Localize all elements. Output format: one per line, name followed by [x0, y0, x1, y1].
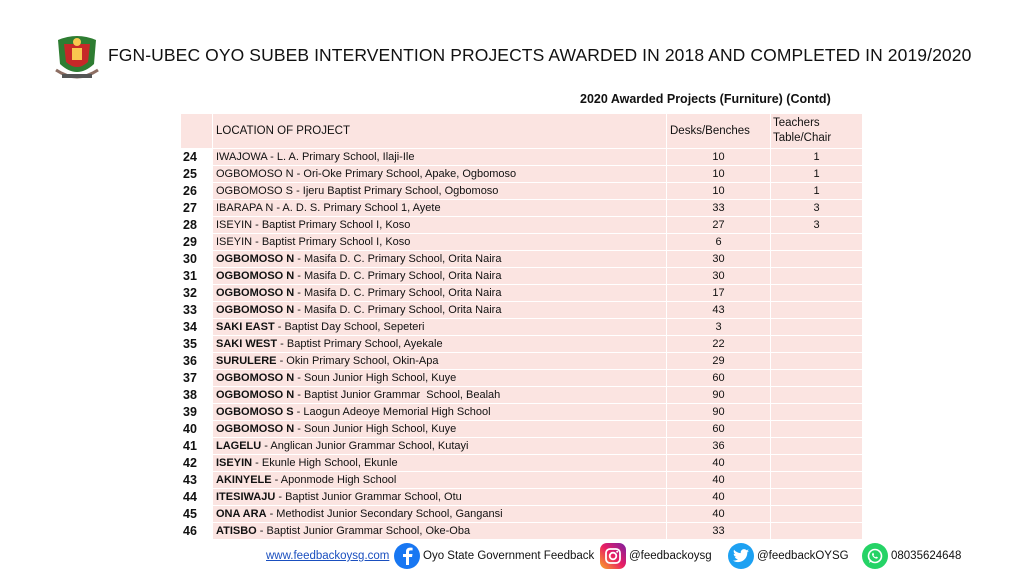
- project-location: [213, 438, 667, 455]
- twitter-item: [728, 542, 849, 570]
- row-number: 37: [181, 370, 213, 387]
- desks-benches-value: 90: [667, 404, 771, 421]
- school-name: ISEYIN - Baptist Primary School I, Koso: [216, 219, 411, 231]
- teachers-table-chair-value: [771, 336, 863, 353]
- row-number: 35: [181, 336, 213, 353]
- table-row: [181, 200, 863, 217]
- lga-name: OGBOMOSO N: [216, 423, 295, 435]
- desks-benches-value: 22: [667, 336, 771, 353]
- desks-benches-value: 3: [667, 319, 771, 336]
- facebook-icon[interactable]: [394, 543, 420, 569]
- row-number: 43: [181, 472, 213, 489]
- twitter-icon[interactable]: [728, 543, 754, 569]
- table-row: [181, 523, 863, 540]
- table-row: [181, 421, 863, 438]
- header-desks: Desks/Benches: [667, 114, 771, 149]
- table-row: [181, 166, 863, 183]
- row-number: 39: [181, 404, 213, 421]
- row-number: 33: [181, 302, 213, 319]
- desks-benches-value: 33: [667, 523, 771, 540]
- lga-name: OGBOMOSO N: [216, 287, 295, 299]
- teachers-table-chair-value: 3: [771, 217, 863, 234]
- lga-name: OGBOMOSO N: [216, 389, 295, 401]
- project-location: [213, 472, 667, 489]
- row-number: 28: [181, 217, 213, 234]
- oyo-state-crest-icon: [54, 34, 100, 82]
- lga-name: OGBOMOSO N: [216, 253, 295, 265]
- teachers-table-chair-value: [771, 404, 863, 421]
- teachers-table-chair-value: 1: [771, 149, 863, 166]
- desks-benches-value: 10: [667, 149, 771, 166]
- table-row: [181, 285, 863, 302]
- project-location: [213, 268, 667, 285]
- project-location: [213, 217, 667, 234]
- project-location: [213, 421, 667, 438]
- teachers-table-chair-value: [771, 285, 863, 302]
- teachers-table-chair-value: 1: [771, 183, 863, 200]
- lga-name: OGBOMOSO N: [216, 304, 295, 316]
- school-name: IWAJOWA - L. A. Primary School, Ilaji-Ile: [216, 151, 415, 163]
- table-row: [181, 353, 863, 370]
- project-location: [213, 370, 667, 387]
- school-name: - Okin Primary School, Okin-Apa: [276, 355, 439, 367]
- table-row: [181, 370, 863, 387]
- lga-name: OGBOMOSO N: [216, 372, 295, 384]
- teachers-table-chair-value: 1: [771, 166, 863, 183]
- instagram-item: [600, 542, 712, 570]
- project-location: [213, 149, 667, 166]
- table-subtitle: 2020 Awarded Projects (Furniture) (Contd): [580, 92, 831, 106]
- school-name: OGBOMOSO S - Ijeru Baptist Primary School, Ogbomoso: [216, 185, 499, 197]
- row-number: 26: [181, 183, 213, 200]
- lga-name: AKINYELE: [216, 474, 272, 486]
- project-location: [213, 183, 667, 200]
- project-location: [213, 489, 667, 506]
- teachers-table-chair-value: [771, 302, 863, 319]
- table-row: [181, 149, 863, 166]
- lga-name: ISEYIN: [216, 457, 253, 469]
- page-title: FGN-UBEC OYO SUBEB INTERVENTION PROJECTS AWARDED IN 2018 AND COMPLETED IN 2019/2020: [108, 45, 972, 65]
- desks-benches-value: 40: [667, 506, 771, 523]
- row-number: 44: [181, 489, 213, 506]
- teachers-table-chair-value: [771, 234, 863, 251]
- project-location: [213, 455, 667, 472]
- lga-name: OGBOMOSO N: [216, 270, 295, 282]
- desks-benches-value: 40: [667, 489, 771, 506]
- lga-name: LAGELU: [216, 440, 262, 452]
- desks-benches-value: 43: [667, 302, 771, 319]
- teachers-table-chair-value: [771, 251, 863, 268]
- lga-name: OGBOMOSO S: [216, 406, 294, 418]
- row-number: 41: [181, 438, 213, 455]
- school-name: - Ekunle High School, Ekunle: [252, 457, 398, 469]
- desks-benches-value: 60: [667, 370, 771, 387]
- desks-benches-value: 17: [667, 285, 771, 302]
- school-name: - Masifa D. C. Primary School, Orita Naira: [294, 304, 502, 316]
- teachers-table-chair-value: [771, 489, 863, 506]
- website-link[interactable]: www.feedbackoysg.com: [266, 550, 390, 562]
- project-location: [213, 166, 667, 183]
- teachers-table-chair-value: [771, 438, 863, 455]
- lga-name: SAKI EAST: [216, 321, 275, 333]
- lga-name: SURULERE: [216, 355, 277, 367]
- desks-benches-value: 40: [667, 472, 771, 489]
- project-location: [213, 353, 667, 370]
- desks-benches-value: 90: [667, 387, 771, 404]
- row-number: 29: [181, 234, 213, 251]
- row-number: 40: [181, 421, 213, 438]
- row-number: 31: [181, 268, 213, 285]
- school-name: - Baptist Junior Grammar School, Otu: [275, 491, 462, 503]
- row-number: 45: [181, 506, 213, 523]
- desks-benches-value: 33: [667, 200, 771, 217]
- row-number: 27: [181, 200, 213, 217]
- header-teachers: Teachers Table/Chair: [771, 114, 863, 149]
- school-name: - Soun Junior High School, Kuye: [294, 423, 457, 435]
- footer: [266, 542, 986, 570]
- whatsapp-label: 08035624648: [891, 550, 962, 562]
- row-number: 30: [181, 251, 213, 268]
- school-name: - Baptist Junior Grammar School, Bealah: [294, 389, 501, 401]
- row-number: 25: [181, 166, 213, 183]
- school-name: - Masifa D. C. Primary School, Orita Naira: [294, 270, 502, 282]
- twitter-label: @feedbackOYSG: [757, 550, 849, 562]
- table-row: [181, 319, 863, 336]
- teachers-table-chair-value: [771, 455, 863, 472]
- school-name: - Baptist Junior Grammar School, Oke-Oba: [256, 525, 471, 537]
- teachers-table-chair-value: [771, 421, 863, 438]
- school-name: ISEYIN - Baptist Primary School I, Koso: [216, 236, 411, 248]
- row-number: 32: [181, 285, 213, 302]
- projects-table: [180, 113, 863, 540]
- desks-benches-value: 30: [667, 268, 771, 285]
- school-name: - Aponmode High School: [271, 474, 397, 486]
- school-name: - Baptist Primary School, Ayekale: [277, 338, 443, 350]
- teachers-table-chair-value: [771, 472, 863, 489]
- project-location: [213, 319, 667, 336]
- project-location: [213, 251, 667, 268]
- table-row: [181, 183, 863, 200]
- table-header-row: [181, 114, 863, 149]
- row-number: 46: [181, 523, 213, 540]
- table-row: [181, 251, 863, 268]
- school-name: - Methodist Junior Secondary School, Gangansi: [266, 508, 503, 520]
- row-number: 24: [181, 149, 213, 166]
- lga-name: SAKI WEST: [216, 338, 278, 350]
- table-row: [181, 387, 863, 404]
- school-name: IBARAPA N - A. D. S. Primary School 1, Ayete: [216, 202, 441, 214]
- school-name: OGBOMOSO N - Ori-Oke Primary School, Apake, Ogbomoso: [216, 168, 517, 180]
- table-row: [181, 489, 863, 506]
- school-name: - Masifa D. C. Primary School, Orita Naira: [294, 287, 502, 299]
- table-row: [181, 302, 863, 319]
- table-row: [181, 455, 863, 472]
- lga-name: ATISBO: [216, 525, 257, 537]
- teachers-table-chair-value: [771, 370, 863, 387]
- instagram-label: @feedbackoysg: [629, 550, 712, 562]
- whatsapp-icon[interactable]: [862, 543, 888, 569]
- row-number: 36: [181, 353, 213, 370]
- desks-benches-value: 27: [667, 217, 771, 234]
- school-name: - Baptist Day School, Sepeteri: [274, 321, 425, 333]
- facebook-label: Oyo State Government Feedback: [423, 550, 595, 562]
- desks-benches-value: 10: [667, 183, 771, 200]
- desks-benches-value: 10: [667, 166, 771, 183]
- project-location: [213, 523, 667, 540]
- row-number: 42: [181, 455, 213, 472]
- project-location: [213, 302, 667, 319]
- instagram-icon[interactable]: [600, 543, 626, 569]
- desks-benches-value: 6: [667, 234, 771, 251]
- teachers-table-chair-value: [771, 387, 863, 404]
- teachers-table-chair-value: [771, 268, 863, 285]
- school-name: - Anglican Junior Grammar School, Kutayi: [261, 440, 469, 452]
- project-location: [213, 387, 667, 404]
- desks-benches-value: 29: [667, 353, 771, 370]
- table-row: [181, 268, 863, 285]
- lga-name: ITESIWAJU: [216, 491, 276, 503]
- row-number: 38: [181, 387, 213, 404]
- school-name: - Masifa D. C. Primary School, Orita Naira: [294, 253, 502, 265]
- table-row: [181, 438, 863, 455]
- desks-benches-value: 60: [667, 421, 771, 438]
- teachers-table-chair-value: [771, 523, 863, 540]
- school-name: - Soun Junior High School, Kuye: [294, 372, 457, 384]
- project-location: [213, 506, 667, 523]
- teachers-table-chair-value: [771, 319, 863, 336]
- desks-benches-value: 30: [667, 251, 771, 268]
- table-row: [181, 472, 863, 489]
- project-location: [213, 234, 667, 251]
- header-location: LOCATION OF PROJECT: [213, 114, 667, 149]
- whatsapp-item: [862, 542, 961, 570]
- table-row: [181, 404, 863, 421]
- header-no: [181, 114, 213, 149]
- table-row: [181, 217, 863, 234]
- teachers-table-chair-value: [771, 506, 863, 523]
- project-location: [213, 404, 667, 421]
- lga-name: ONA ARA: [216, 508, 267, 520]
- project-location: [213, 285, 667, 302]
- table-row: [181, 336, 863, 353]
- facebook-item: [394, 542, 594, 570]
- school-name: - Laogun Adeoye Memorial High School: [293, 406, 491, 418]
- project-location: [213, 336, 667, 353]
- teachers-table-chair-value: 3: [771, 200, 863, 217]
- table-row: [181, 506, 863, 523]
- teachers-table-chair-value: [771, 353, 863, 370]
- desks-benches-value: 40: [667, 455, 771, 472]
- desks-benches-value: 36: [667, 438, 771, 455]
- project-location: [213, 200, 667, 217]
- website-link-wrap: [266, 542, 389, 570]
- table-row: [181, 234, 863, 251]
- row-number: 34: [181, 319, 213, 336]
